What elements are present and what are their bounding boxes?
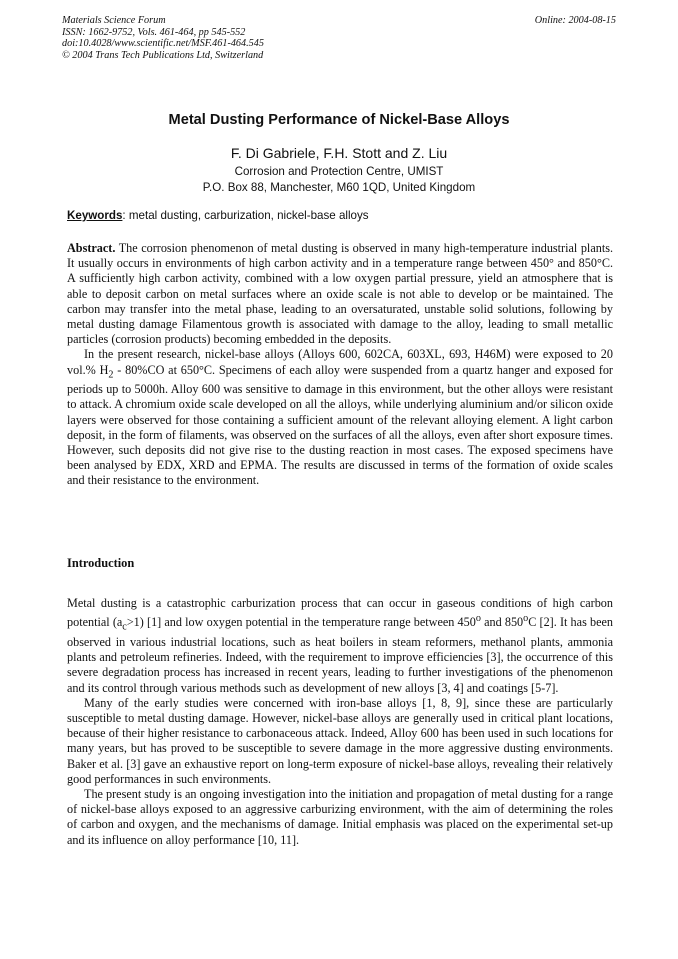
- intro-paragraph-2: Many of the early studies were concerned with iron-base alloys [1, 8, 9], since these are particularly susceptible to metal dusting damage. However, nickel-base alloys are generally used in critical plant locations, because of their higher resistance to carbonaceous attack. Indeed, Alloy 600 has been used in such locations for many years, but has proved to be susceptible to severe damage in the more aggressive dusting environments. Baker et al. [3] gave an exhaustive report on long-term exposure of nickel-base alloys, revealing their relatively good performances in such environments.: [67, 695, 613, 786]
- journal-name: Materials Science Forum: [62, 15, 166, 26]
- section-heading-introduction: Introduction: [67, 556, 135, 570]
- intro-p1-text-a: Metal dusting is a catastrophic carburization process that can occur in gaseous conditions of high carbon potential (a: [67, 596, 613, 630]
- intro-paragraph-1: [67, 596, 613, 696]
- paper-title: Metal Dusting Performance of Nickel-Base Alloys: [168, 112, 510, 128]
- journal-doi: doi:10.4028/www.scientific.net/MSF.461-464.545: [62, 38, 264, 50]
- journal-copyright: © 2004 Trans Tech Publications Ltd, Switzerland: [62, 49, 264, 61]
- online-date: Online: 2004-08-15: [534, 15, 616, 26]
- intro-p1-text-b: >1) [1] and low oxygen potential in the temperature range between 450: [126, 615, 476, 630]
- abstract-paragraph-2: [67, 347, 613, 488]
- affiliation-line-1: Corrosion and Protection Centre, UMIST: [234, 165, 444, 178]
- subscript-2: 2: [108, 369, 114, 381]
- abstract-p2-text-a: In the present research, nickel-base alloys (Alloys 600, 602CA, 603XL, 693, H46M) were exposed to 20 vol.% H: [67, 347, 613, 377]
- keywords-label: Keywords: [67, 209, 123, 222]
- intro-paragraph-3: The present study is an ongoing investigation into the initiation and propagation of metal dusting for a range of nickel-base alloys exposed to an aggressive carburizing environment, with the aim of determining the roles of carbon and oxygen, and the mechanisms of damage. Initial emphasis was placed on the experimental set-up and its influence on alloy performance [10, 11].: [67, 786, 613, 847]
- abstract-p2-text-b: - 80%CO at 650°C. Specimens of each alloy were suspended from a quartz hanger and exposed for periods up to 5000h. Alloy 600 was sensitive to damage in this environment, but the other alloys were resistant to attack. A chromium oxide scale developed on all the alloys, while underlying aluminium and/or silicon oxide layers were observed for those containing a sufficient amount of the relevant alloying element. A light carbon deposit, in the form of filaments, was observed on the surfaces of all the alloys, even after short exposure times. However, such deposits did not give rise to the dusting reaction in most cases. The exposed specimens have been analysed by EDX, XRD and EPMA. The results are discussed in terms of the formation of oxide scales and their resistance to the environment.: [67, 362, 613, 488]
- journal-header: [62, 15, 616, 61]
- abstract-label: Abstract.: [67, 241, 116, 255]
- degree-superscript: o: [475, 613, 481, 625]
- abstract-paragraph-1: [67, 241, 613, 347]
- affiliation-line-2: P.O. Box 88, Manchester, M60 1QD, United Kingdom: [202, 181, 476, 194]
- subscript-c: c: [122, 621, 127, 633]
- journal-issn: ISSN: 1662-9752, Vols. 461-464, pp 545-552: [62, 26, 246, 38]
- intro-p1-text-d: C [2]. It has been observed in various industrial locations, such as heat boilers in steam reformers, methanol plants, ammonia plants and petroleum refineries. Indeed, with the requirement to improve efficiencies [3], the occurrence of this severe degradation process has increased in recent years, leading to further investigations of the phenomenon and its control through various methods such as development of new alloys [3, 4] and coatings [5-7].: [67, 615, 613, 695]
- paper-authors: F. Di Gabriele, F.H. Stott and Z. Liu: [230, 145, 448, 161]
- degree-superscript: o: [523, 613, 529, 625]
- abstract: [67, 241, 613, 489]
- intro-p1-text-c: and 850: [480, 615, 524, 630]
- keywords: Keywords: metal dusting, carburization, nickel-base alloys: [67, 209, 369, 222]
- abstract-p1-text: The corrosion phenomenon of metal dusting is observed in many high-temperature industrial plants. It usually occurs in environments of high carbon activity and in a temperature range between 450° and 850°C. A sufficiently high carbon activity, combined with a low oxygen partial pressure, yield an atmosphere that is able to deposit carbon on metal surfaces where an oxide scale is not able to develop or be maintained. The carbon may transfer into the metal phase, leading to an oversaturated, unstable solid solutions, following by metal dusting damage Filamentous growth is associated with damage to the alloy, leading to small metallic particles (corrosion products) becoming embedded in the deposits.: [67, 241, 613, 347]
- introduction-body: [67, 596, 613, 848]
- keywords-text: metal dusting, carburization, nickel-base alloys: [125, 209, 369, 222]
